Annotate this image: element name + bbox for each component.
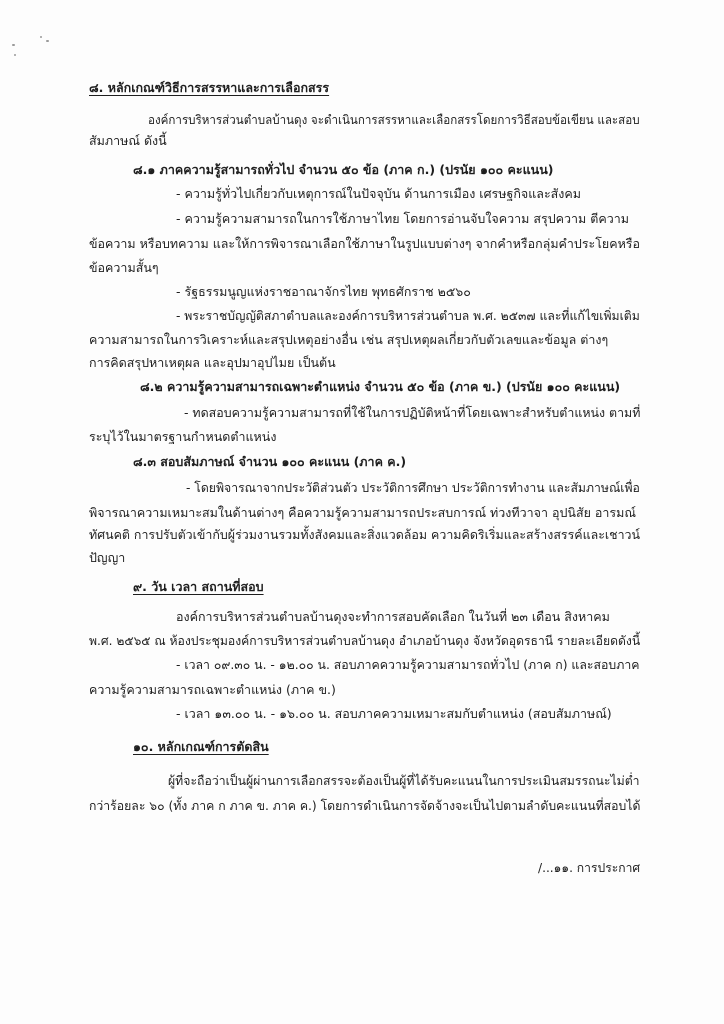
section-9-text: พ.ศ. ๒๕๖๕ ณ ห้องประชุมองค์การบริหารส่วนตำบลบ้านดุง อำเภอบ้านดุง จังหวัดอุดรธานี รายละเอียดดังนี้ [89, 633, 641, 648]
schedule-item: - เวลา ๑๓.๐๐ น. - ๑๖.๐๐ น. สอบภาคความเหมาะสมกับตำแหน่ง (สอบสัมภาษณ์) [176, 706, 612, 721]
bullet-text: - รัฐธรรมนูญแห่งราชอาณาจักรไทย พุทธศักราช ๒๕๖๐ [176, 284, 471, 299]
scan-mark [14, 54, 16, 56]
subsection-8-1-title: ๘.๑ ภาคความรู้สามารถทั่วไป จำนวน ๕๐ ข้อ (ภาค ก.) (ปรนัย ๑๐๐ คะแนน) [133, 162, 554, 177]
bullet-text: - ความรู้ความสามารถในการใช้ภาษาไทย โดยการอ่านจับใจความ สรุปความ ตีความ [176, 211, 630, 226]
schedule-item: ความรู้ความสามารถเฉพาะตำแหน่ง (ภาค ข.) [89, 682, 336, 697]
subsection-8-3-title: ๘.๓ สอบสัมภาษณ์ จำนวน ๑๐๐ คะแนน (ภาค ค.) [133, 454, 407, 469]
scan-mark [12, 44, 15, 46]
bullet-text: - ความรู้ทั่วไปเกี่ยวกับเหตุการณ์ในปัจจุบัน ด้านการเมือง เศรษฐกิจและสังคม [176, 186, 582, 201]
scan-mark [40, 36, 42, 38]
bullet-text: ระบุไว้ในมาตรฐานกำหนดตำแหน่ง [89, 429, 277, 444]
bullet-text: ข้อความสั้นๆ [89, 260, 159, 275]
subsection-8-2-title: ๘.๒ ความรู้ความสามารถเฉพาะตำแหน่ง จำนวน ๕๐ ข้อ (ภาค ข.) (ปรนัย ๑๐๐ คะแนน) [140, 379, 621, 394]
page-continuation: /...๑๑. การประกาศ [538, 860, 641, 875]
bullet-text: ข้อความ หรือบทความ และให้การพิจารณาเลือกใช้ภาษาในรูปแบบต่างๆ จากคำหรือกลุ่มคำประโยคหรือ [89, 236, 641, 251]
section-9-text: องค์การบริหารส่วนตำบลบ้านดุงจะทำการสอบคัดเลือก ในวันที่ ๒๓ เดือน สิงหาคม [176, 609, 610, 624]
section-8-intro: สัมภาษณ์ ดังนี้ [89, 133, 167, 148]
bullet-text: ทัศนคติ การปรับตัวเข้ากับผู้ร่วมงานรวมทั้งสังคมและสิ่งแวดล้อม ความคิดริเริ่มและสร้างสรรค์และเชาวน์ [89, 527, 641, 542]
bullet-text: การคิดสรุปหาเหตุผล และอุปมาอุปไมย เป็นต้น [89, 355, 336, 370]
bullet-text: ปัญญา [89, 550, 126, 565]
bullet-text: พิจารณาความเหมาะสมในด้านต่างๆ คือความรู้ความสามารถประสบการณ์ ท่วงทีวาจา อุปนิสัย อารมณ์ [89, 505, 636, 520]
section-10-text: กว่าร้อยละ ๖๐ (ทั้ง ภาค ก ภาค ข. ภาค ค.) โดยการดำเนินการจัดจ้างจะเป็นไปตามลำดับคะแนนที่สอบได้ [89, 798, 641, 813]
section-8-intro: องค์การบริหารส่วนตำบลบ้านดุง จะดำเนินการสรรหาและเลือกสรรโดยการวิธีสอบข้อเขียน และสอบ [148, 112, 640, 127]
section-9-heading: ๙. วัน เวลา สถานที่สอบ [133, 579, 264, 594]
bullet-text: ความสามารถในการวิเคราะห์และสรุปเหตุอย่างอื่น เช่น สรุปเหตุผลเกี่ยวกับตัวเลขและข้อมูล ต่างๆ [89, 332, 609, 347]
schedule-item: - เวลา ๐๙.๓๐ น. - ๑๒.๐๐ น. สอบภาคความรู้ความสามารถทั่วไป (ภาค ก) และสอบภาค [176, 657, 640, 672]
scan-mark [46, 40, 49, 42]
section-10-text: ผู้ที่จะถือว่าเป็นผู้ผ่านการเลือกสรรจะต้องเป็นผู้ที่ได้รับคะแนนในการประเมินสมรรถนะไม่ต่ำ [168, 773, 640, 788]
section-10-heading: ๑๐. หลักเกณฑ์การตัดสิน [133, 739, 269, 754]
bullet-text: - พระราชบัญญัติสภาตำบลและองค์การบริหารส่วนตำบล พ.ศ. ๒๕๓๗ และที่แก้ไขเพิ่มเติม [176, 308, 640, 323]
section-8-heading: ๘. หลักเกณฑ์วิธีการสรรหาและการเลือกสรร [89, 80, 330, 95]
bullet-text: - ทดสอบความรู้ความสามารถที่ใช้ในการปฏิบัติหน้าที่โดยเฉพาะสำหรับตำแหน่ง ตามที่ [184, 405, 641, 420]
bullet-text: - โดยพิจารณาจากประวัติส่วนตัว ประวัติการศึกษา ประวัติการทำงาน และสัมภาษณ์เพื่อ [186, 480, 640, 495]
